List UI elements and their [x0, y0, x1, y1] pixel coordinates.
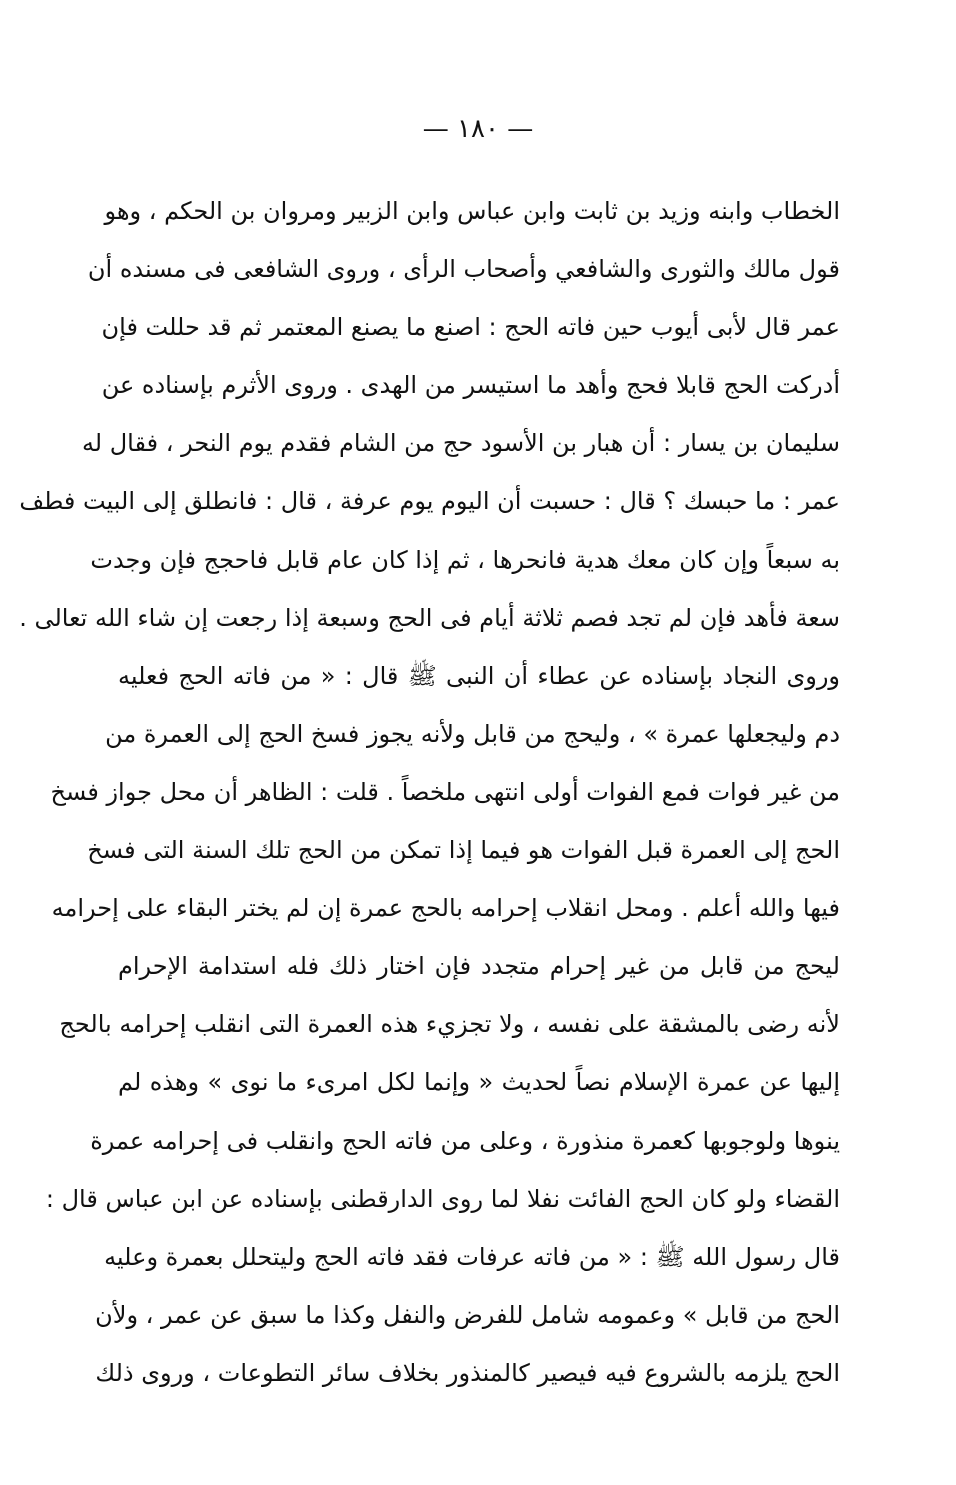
- text-line: أدركت الحج قابلا فحج وأهد ما استيسر من الهدى . وروى الأثرم بإسناده عن: [101, 371, 840, 400]
- text-line: إليها عن عمرة الإسلام نصاً لحديث « وإنما لكل امرىء ما نوى » وهذه لم: [118, 1068, 840, 1097]
- text-line: سعة فأهد فإن لم تجد فصم ثلاثة أيام فى الحج وسبعة إذا رجعت إن شاء الله تعالى .: [19, 603, 840, 632]
- text-line: الحج يلزمه بالشروع فيه فيصير كالمنذور بخلاف سائر التطوعات ، وروى ذلك: [95, 1358, 840, 1387]
- text-line: وروى النجاد بإسناده عن عطاء أن النبى ﷺ قال : « من فاته الحج فعليه: [118, 661, 840, 690]
- text-line: عمر قال لأبى أيوب حين فاته الحج : اصنع ما يصنع المعتمر ثم قد حللت فإن: [101, 313, 840, 342]
- text-line: قول مالك والثورى والشافعي وأصحاب الرأى ، وروى الشافعى فى مسنده أن: [87, 255, 840, 284]
- text-line: سليمان بن يسار : أن هبار بن الأسود حج من الشام فقدم يوم النحر ، فقال له: [81, 429, 840, 458]
- text-line: الحج إلى العمرة قبل الفوات هو فيما إذا تمكن من الحج تلك السنة التى فسخ: [87, 836, 840, 865]
- text-line: الحج من قابل » وعمومه شامل للفرض والنفل وكذا ما سبق عن عمر ، ولأن: [95, 1300, 840, 1329]
- text-line: دم وليجعلها عمرة » ، وليحج من قابل ولأنه يجوز فسخ الحج إلى العمرة من: [105, 719, 840, 748]
- body-text: [19, 182, 840, 1402]
- text-line: به سبعاً وإن كان معك هدية فانحرها ، ثم إذا كان عام قابل فاحجج فإن وجدت: [90, 545, 840, 574]
- page-number: — ١٨٠ —: [422, 114, 534, 144]
- text-line: القضاء ولو كان الحج الفائت نفلا لما روى الدارقطنى بإسناده عن ابن عباس قال :: [45, 1184, 840, 1213]
- text-line: قال رسول الله ﷺ : « من فاته عرفات فقد فاته الحج وليتحلل بعمرة وعليه: [104, 1242, 840, 1271]
- text-line: لأنه رضى بالمشقة على نفسه ، ولا تجزيء هذه العمرة التى انقلب إحرامه بالحج: [59, 1010, 840, 1039]
- text-line: فيها والله أعلم . ومحل انقلاب إحرامه بالحج عمرة إن لم يختر البقاء على إحرامه: [51, 894, 840, 923]
- text-line: ليحج من قابل من غير إحرام متجدد فإن اختار ذلك فله استدامة الإحرام: [118, 952, 840, 981]
- text-line: من غير فوات فمع الفوات أولى انتهى ملخصاً . قلت : الظاهر أن محل جواز فسخ: [50, 777, 840, 806]
- text-line: الخطاب وابنه وزيد بن ثابت وابن عباس وابن الزبير ومروان بن الحكم ، وهو: [104, 197, 840, 225]
- text-line: ينوها ولوجوبها كعمرة منذورة ، وعلى من فاته الحج وانقلب فى إحرامه عمرة: [90, 1126, 840, 1155]
- text-line: عمر : ما حبسك ؟ قال : حسبت أن اليوم يوم عرفة ، قال : فانطلق إلى البيت فطف: [19, 487, 840, 516]
